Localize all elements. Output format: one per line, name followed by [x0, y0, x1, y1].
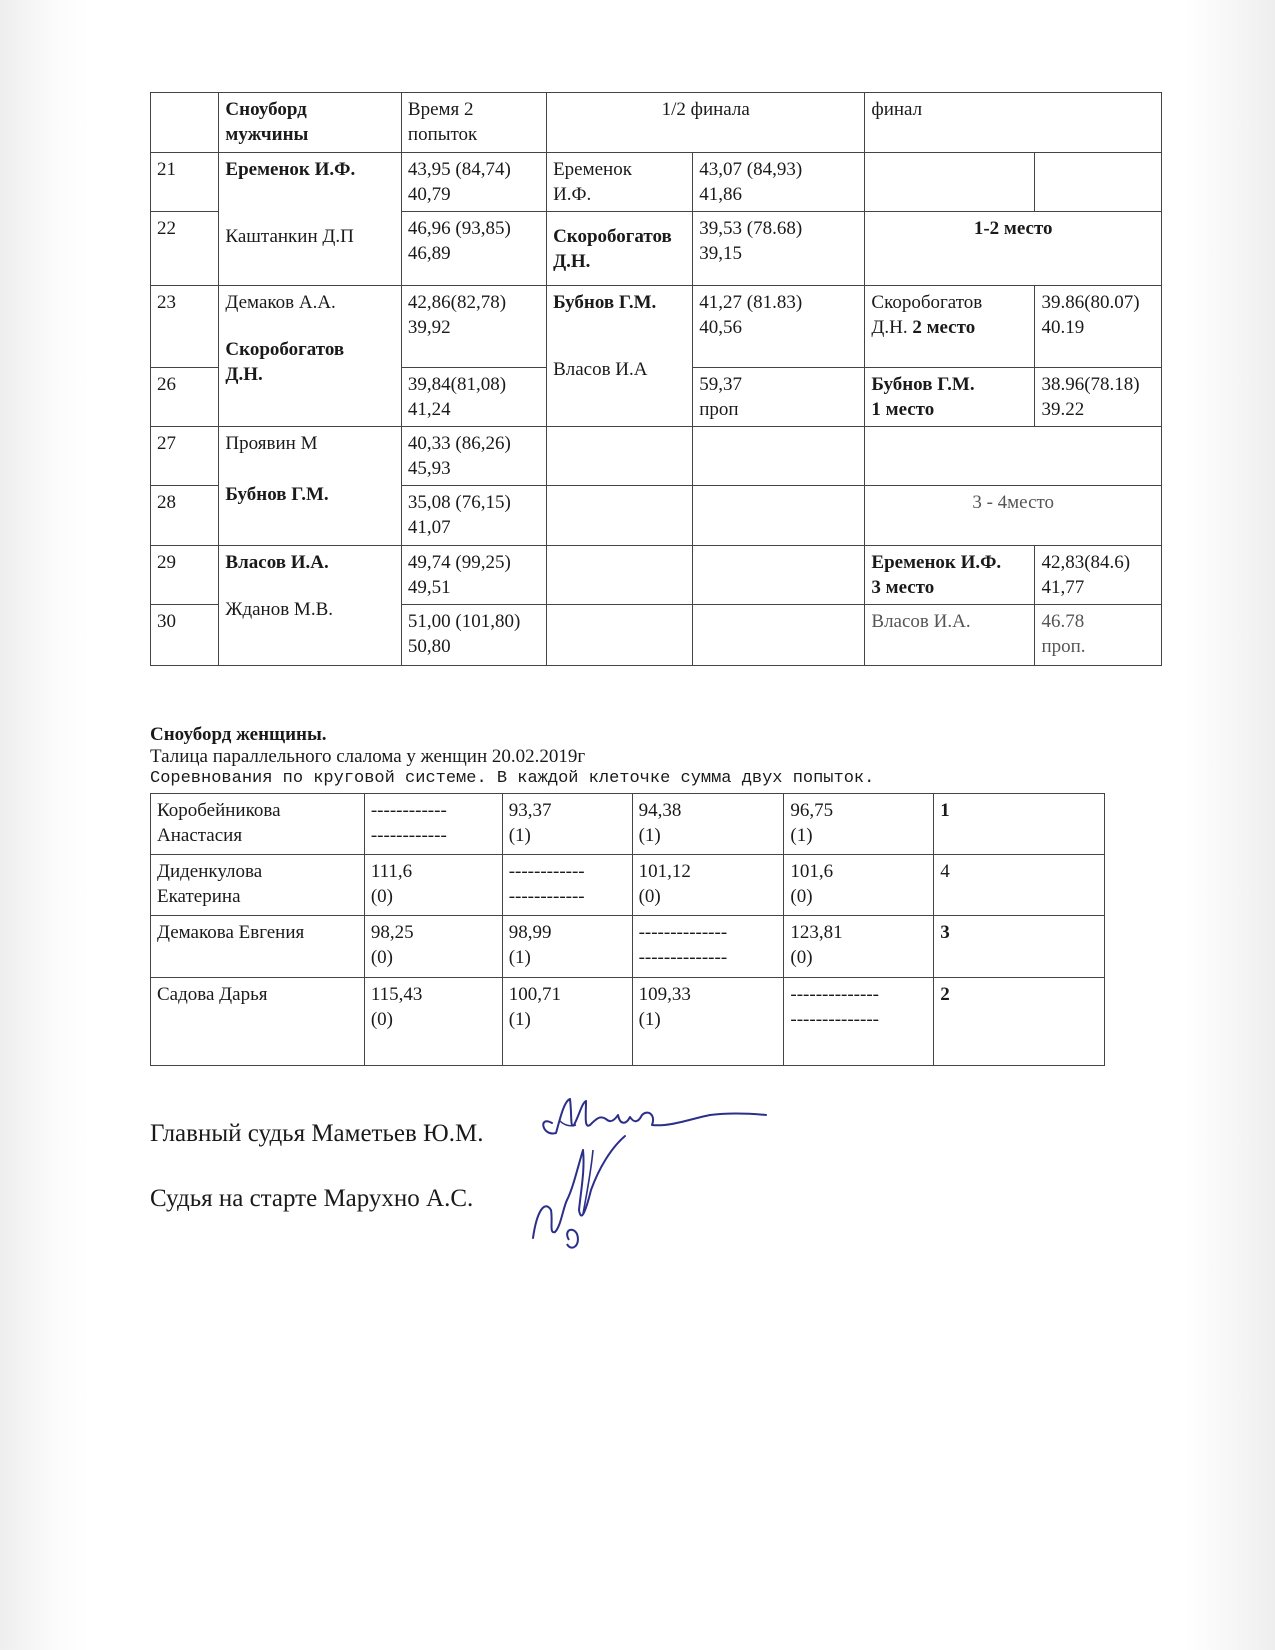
- table-row: [151, 978, 1105, 1066]
- semi-empty: [693, 605, 865, 666]
- athlete-name: Диденкулова Екатерина: [151, 855, 365, 916]
- time-cell: 40,33 (86,26) 45,93: [401, 427, 546, 486]
- row-number: 22: [151, 212, 219, 286]
- semi-empty: [547, 427, 693, 486]
- result-cell: 93,37 (1): [502, 794, 632, 855]
- final-empty: [1035, 153, 1162, 212]
- pair-cell: [219, 546, 401, 666]
- final-third-time: 42,83(84.6) 41,77: [1035, 546, 1162, 605]
- pair-athlete-a: Еременок И.Ф.: [225, 159, 356, 180]
- semi-pair-cell: [547, 286, 693, 427]
- time-cell: 49,74 (99,25) 49,51: [401, 546, 546, 605]
- header-final: финал: [865, 93, 1162, 153]
- final-second: [865, 286, 1035, 368]
- start-judge: Судья на старте Марухно А.С.: [150, 1185, 474, 1212]
- time-cell: 35,08 (76,15) 41,07: [401, 486, 546, 546]
- time-cell: 42,86(82,78) 39,92: [401, 286, 546, 368]
- final-empty: [865, 153, 1035, 212]
- result-cell: 98,25 (0): [364, 916, 502, 978]
- pair-cell: [219, 427, 401, 546]
- table-row: [151, 286, 1162, 368]
- time-cell: 51,00 (101,80) 50,80: [401, 605, 546, 666]
- final-fourth: Власов И.А.: [865, 605, 1035, 666]
- pair-athlete-a: Демаков А.А.: [225, 292, 336, 313]
- semi-empty: [547, 486, 693, 546]
- place-cell: 3: [934, 916, 1105, 978]
- final-second-place: 2 место: [912, 317, 976, 338]
- women-results-table: [150, 793, 1105, 1066]
- final-place-1-2: 1-2 место: [865, 212, 1162, 286]
- result-cell: 94,38 (1): [632, 794, 784, 855]
- final-empty: [865, 427, 1162, 486]
- time-cell: 46,96 (93,85) 46,89: [401, 212, 546, 286]
- table-row: [151, 153, 1162, 212]
- final-first-time: 38.96(78.18) 39.22: [1035, 368, 1162, 427]
- athlete-name: Коробейникова Анастасия: [151, 794, 365, 855]
- time-cell: 43,95 (84,74) 40,79: [401, 153, 546, 212]
- result-cell: 98,99 (1): [502, 916, 632, 978]
- start-judge-signature: [525, 1130, 675, 1260]
- result-cell: -------------- --------------: [632, 916, 784, 978]
- pair-athlete-b: Каштанкин Д.П: [225, 226, 354, 247]
- pair-cell: [219, 286, 401, 427]
- semi-empty: [547, 605, 693, 666]
- result-cell: 111,6 (0): [364, 855, 502, 916]
- row-number: 21: [151, 153, 219, 212]
- final-first: Бубнов Г.М. 1 место: [865, 368, 1035, 427]
- header-semifinal: 1/2 финала: [547, 93, 865, 153]
- time-cell: 39,84(81,08) 41,24: [401, 368, 546, 427]
- result-cell: ------------ ------------: [364, 794, 502, 855]
- pair-athlete-a: Проявин М: [225, 433, 318, 454]
- result-cell: 96,75 (1): [784, 794, 934, 855]
- result-cell: 115,43 (0): [364, 978, 502, 1066]
- result-cell: 109,33 (1): [632, 978, 784, 1066]
- semi-athlete: Бубнов Г.М.: [553, 292, 657, 313]
- chief-judge: Главный судья Маметьев Ю.М.: [150, 1120, 484, 1147]
- pair-cell: [219, 153, 401, 286]
- athlete-name: Демакова Евгения: [151, 916, 365, 978]
- row-number: 27: [151, 427, 219, 486]
- semi-empty: [693, 486, 865, 546]
- semi-empty: [547, 546, 693, 605]
- place-cell: 1: [934, 794, 1105, 855]
- row-number: 23: [151, 286, 219, 368]
- row-number: 30: [151, 605, 219, 666]
- athlete-name: Садова Дарья: [151, 978, 365, 1066]
- table-row: [151, 916, 1105, 978]
- result-cell: -------------- --------------: [784, 978, 934, 1066]
- semi-athlete: Еременок И.Ф.: [547, 153, 693, 212]
- semi-time: 59,37 проп: [693, 368, 865, 427]
- semi-time: 39,53 (78.68) 39,15: [693, 212, 865, 286]
- table-header-row: [151, 93, 1162, 153]
- men-results-table: [150, 92, 1162, 666]
- semi-time: 43,07 (84,93) 41,86: [693, 153, 865, 212]
- result-cell: 101,12 (0): [632, 855, 784, 916]
- semi-time: 41,27 (81.83) 40,56: [693, 286, 865, 368]
- result-cell: ------------ ------------: [502, 855, 632, 916]
- row-number: 26: [151, 368, 219, 427]
- header-category: Сноуборд мужчины: [219, 93, 401, 153]
- final-second-name: Скоробогатов Д.Н.: [871, 292, 983, 338]
- semi-empty: [693, 546, 865, 605]
- pair-athlete-b: Скоробогатов Д.Н.: [225, 339, 345, 385]
- result-cell: 100,71 (1): [502, 978, 632, 1066]
- women-subtitle: Талица параллельного слалома у женщин 20.02.2019г: [150, 746, 586, 767]
- women-note: Соревнования по круговой системе. В каждой клеточке сумма двух попыток.: [150, 769, 875, 788]
- final-third: Еременок И.Ф. 3 место: [865, 546, 1035, 605]
- table-row: [151, 546, 1162, 605]
- result-cell: 123,81 (0): [784, 916, 934, 978]
- semi-empty: [693, 427, 865, 486]
- final-fourth-time: 46.78 проп.: [1035, 605, 1162, 666]
- pair-athlete-b: Жданов М.В.: [225, 599, 334, 620]
- result-cell: 101,6 (0): [784, 855, 934, 916]
- row-number: 28: [151, 486, 219, 546]
- table-row: [151, 855, 1105, 916]
- place-cell: 4: [934, 855, 1105, 916]
- women-heading: Сноуборд женщины.: [150, 724, 327, 745]
- header-time: Время 2 попыток: [401, 93, 546, 153]
- row-number: 29: [151, 546, 219, 605]
- pair-athlete-a: Власов И.А.: [225, 552, 329, 573]
- semi-athlete: Власов И.А: [553, 359, 648, 380]
- final-second-time: 39.86(80.07) 40.19: [1035, 286, 1162, 368]
- place-cell: 2: [934, 978, 1105, 1066]
- table-row: [151, 794, 1105, 855]
- semi-athlete: Скоробогатов Д.Н.: [547, 212, 693, 286]
- final-place-3-4: 3 - 4место: [865, 486, 1162, 546]
- table-row: [151, 427, 1162, 486]
- header-num: [151, 93, 219, 153]
- pair-athlete-b: Бубнов Г.М.: [225, 484, 329, 505]
